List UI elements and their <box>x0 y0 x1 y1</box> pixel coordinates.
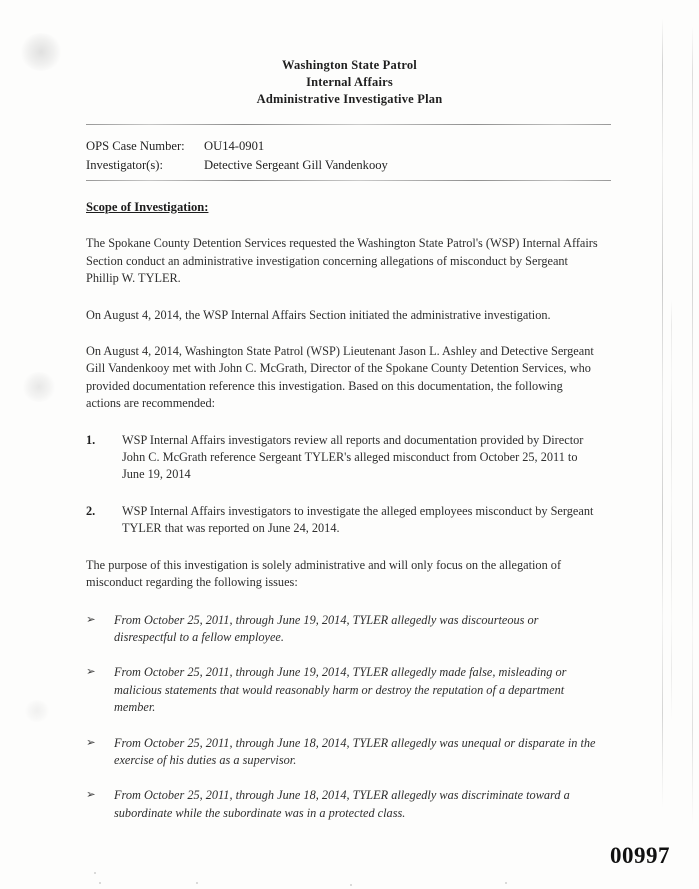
case-info-block <box>86 137 611 175</box>
recommended-action-item <box>86 432 598 484</box>
issue-item <box>86 735 598 770</box>
divider-rule-top <box>86 124 611 125</box>
bates-number: 00997 <box>610 843 670 868</box>
margin-smudge-artifact <box>24 700 50 722</box>
issue-item <box>86 787 598 822</box>
scope-heading: Scope of Investigation: <box>86 200 209 214</box>
arrow-bullet-icon: ➢ <box>86 613 96 626</box>
scan-streak-artifact <box>692 26 693 826</box>
case-number-label: OPS Case Number: <box>86 139 185 153</box>
margin-smudge-artifact <box>22 372 56 402</box>
paragraph-meeting: On August 4, 2014, Washington State Patrol (WSP) Lieutenant Jason L. Ashley and Detective Sergeant Gill Vandenkooy met with John C. McGrath, Director of the Spokane County Detention Services, who provided documentation reference this investigation. Based on this documentation, the following actions are recommended: <box>86 344 594 411</box>
paragraph-purpose: The purpose of this investigation is solely administrative and will only focus on the allegation of misconduct regarding the following issues: <box>86 557 562 590</box>
speck-artifact <box>196 882 198 884</box>
recommended-action-item <box>86 503 598 538</box>
issue-item <box>86 612 598 647</box>
scan-streak-artifact <box>662 18 663 808</box>
investigator-label: Investigator(s): <box>86 158 163 172</box>
case-number-row <box>86 137 611 156</box>
arrow-bullet-icon: ➢ <box>86 789 96 802</box>
speck-artifact <box>505 882 507 884</box>
issue-text: From October 25, 2011, through June 19, 2014, TYLER allegedly made false, misleading or malicious statements that would reasonably harm or destroy the reputation of a department member. <box>114 665 567 715</box>
divider-rule-bottom <box>86 180 611 181</box>
issue-text: From October 25, 2011, through June 18, 2014, TYLER allegedly was unequal or disparate in the exercise of his duties as a supervisor. <box>114 735 596 767</box>
issue-text: From October 25, 2011, through June 18, 2014, TYLER allegedly was discriminate toward a subordinate while the subordinate was in a protected class. <box>114 788 570 820</box>
action-number: 1. <box>86 432 96 447</box>
header-division-line: Internal Affairs <box>306 75 393 89</box>
action-text: WSP Internal Affairs investigators review all reports and documentation provided by Director John C. McGrath reference Sergeant TYLER's alleged misconduct from October 25, 2011 to June 19, 2014 <box>122 432 584 482</box>
investigator-value: Detective Sergeant Gill Vandenkooy <box>204 158 388 172</box>
paragraph-intro: The Spokane County Detention Services requested the Washington State Patrol's (WSP) Internal Affairs Section conduct an administrative investigation concerning allegations of misconduct by Sergeant Phillip W. TYLER. <box>86 236 598 286</box>
arrow-bullet-icon: ➢ <box>86 666 96 679</box>
issue-item <box>86 664 598 716</box>
investigator-row <box>86 156 611 175</box>
document-body <box>86 199 598 840</box>
paragraph-initiated: On August 4, 2014, the WSP Internal Affairs Section initiated the administrative investigation. <box>86 307 551 322</box>
speck-artifact <box>350 884 352 886</box>
arrow-bullet-icon: ➢ <box>86 736 96 749</box>
action-text: WSP Internal Affairs investigators to investigate the alleged employees misconduct by Sergeant TYLER that was reported on June 24, 2014. <box>122 503 594 536</box>
issues-list <box>86 612 598 823</box>
speck-artifact <box>99 882 101 884</box>
case-number-value: OU14-0901 <box>204 139 265 153</box>
scan-streak-artifact <box>671 300 672 720</box>
header-agency-line: Washington State Patrol <box>282 58 417 72</box>
action-number: 2. <box>86 503 96 518</box>
document-header <box>0 57 699 108</box>
issue-text: From October 25, 2011, through June 19, 2014, TYLER allegedly was discourteous or disrespectful to a fellow employee. <box>114 612 539 644</box>
speck-artifact <box>94 872 96 874</box>
header-title-line: Administrative Investigative Plan <box>256 92 443 106</box>
